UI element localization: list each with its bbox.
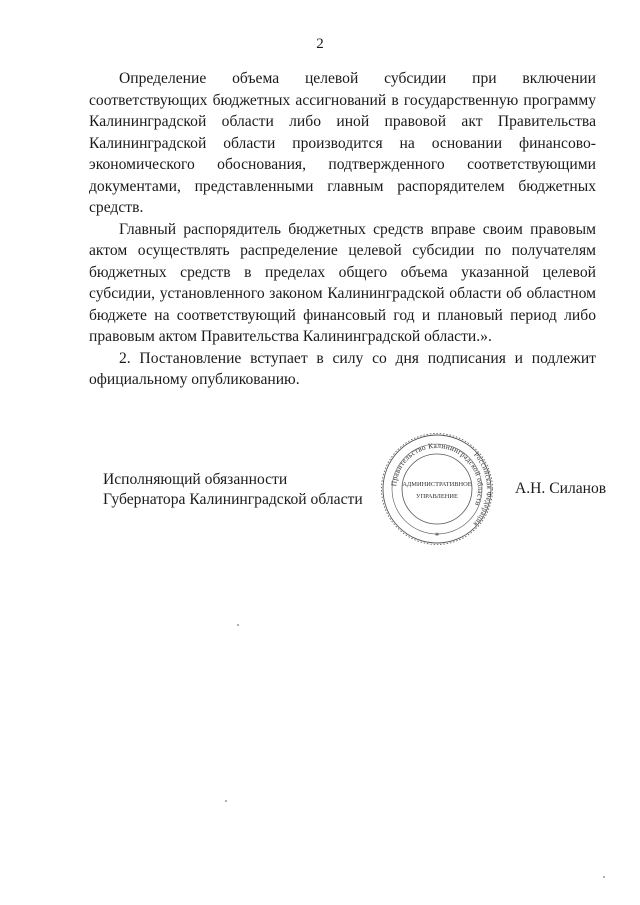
- seal-star-icon: *: [434, 531, 440, 541]
- scan-speck: [603, 876, 605, 878]
- paragraph-subsidy-determination: Определение объема целевой субсидии при включении соответствующих бюджетных ассигнований в государственную программу Калининградской области либо иной правовой акт Правительства Калининградской области производится на основании финансово-экономического обоснования, подтвержденного соответствующими документами, представленными главным распорядителем бюджетных средств.: [89, 70, 596, 216]
- scan-speck: [225, 800, 227, 802]
- seal-center-line-2: УПРАВЛЕНИЕ: [416, 493, 458, 500]
- official-seal: [380, 432, 494, 546]
- seal-middle-text: Правительство Калининградской области: [389, 440, 486, 508]
- page-number: 2: [316, 36, 324, 52]
- signatory-title-line-1: Исполняющий обязанности: [103, 471, 288, 488]
- seal-center-line-1: АДМИНИСТРАТИВНОЕ: [402, 481, 472, 488]
- signatory-name: А.Н. Силанов: [515, 480, 607, 497]
- seal-outer-text: Российская Федерация: [471, 450, 494, 528]
- paragraph-entry-into-force: 2. Постановление вступает в силу со дня подписания и подлежит официальному опубликованию.: [89, 349, 596, 388]
- paragraph-subsidy-distribution: Главный распорядитель бюджетных средств вправе своим правовым актом осуществлять распределение целевой субсидии по получателям бюджетных средств в пределах общего объема указанной целевой субсидии, установленного законом Калининградской области об областном бюджете на соответствующий финансовый год и плановый период либо правовым актом Правительства Калининградской области.».: [89, 220, 596, 345]
- document-body: [89, 68, 596, 391]
- scan-speck: [237, 624, 239, 626]
- signatory-title: [103, 470, 363, 510]
- signatory-title-line-2: Губернатора Калининградской области: [103, 491, 363, 508]
